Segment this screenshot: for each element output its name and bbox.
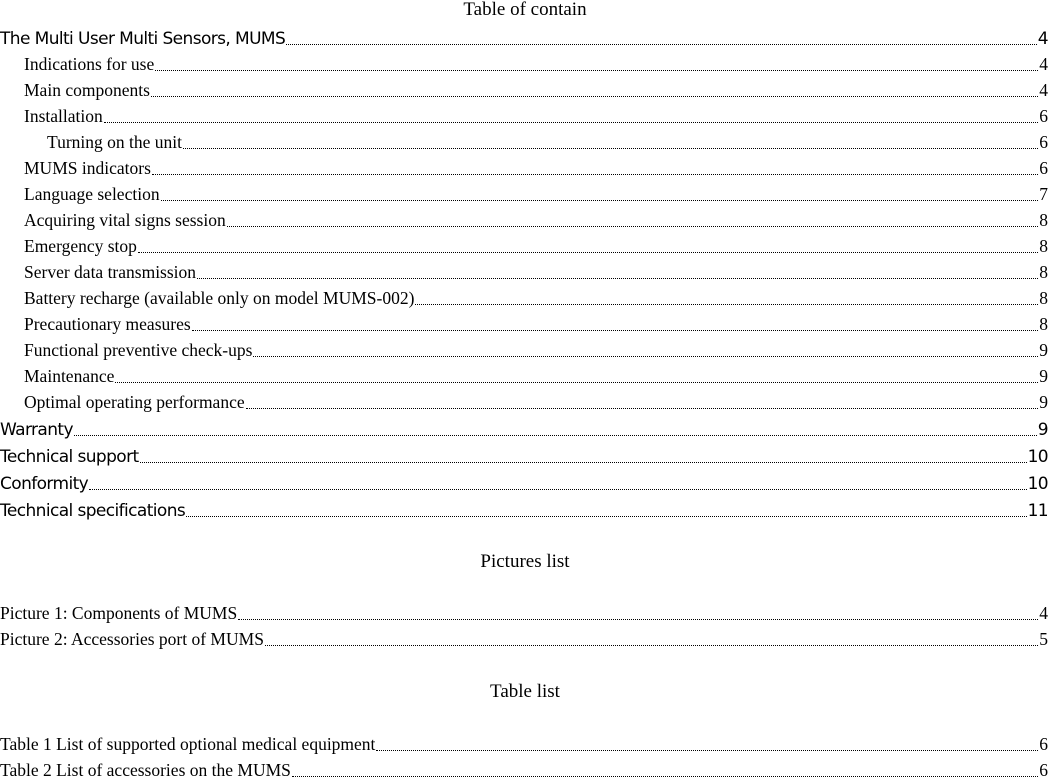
toc-entry-text: Precautionary measures	[0, 314, 191, 335]
toc-entry-page: 8	[1039, 288, 1048, 308]
tables-heading: Table list	[490, 681, 560, 702]
dot-leader	[161, 199, 1039, 201]
dot-leader	[376, 749, 1038, 751]
toc-entry[interactable]	[0, 75, 1050, 101]
toc-entry-page: 9	[1039, 340, 1048, 360]
toc-entry-text: Battery recharge (available only on model MUMS-002)	[0, 288, 414, 309]
toc-entry[interactable]	[0, 441, 1050, 467]
toc-entry[interactable]	[0, 205, 1050, 231]
dot-leader	[183, 147, 1038, 149]
toc-entry[interactable]	[0, 127, 1050, 153]
toc-entry-page: 8	[1039, 236, 1048, 256]
toc-entry[interactable]	[0, 231, 1050, 257]
toc-entry[interactable]	[0, 414, 1050, 440]
picture-entry-page: 4	[1039, 603, 1048, 623]
toc-entry-page: 10	[1027, 474, 1048, 494]
dot-leader	[227, 225, 1039, 227]
table-entry[interactable]	[0, 729, 1050, 755]
toc-entry[interactable]	[0, 361, 1050, 387]
dot-leader	[138, 251, 1038, 253]
toc-entry-text: Language selection	[0, 184, 160, 205]
picture-entry-text: Picture 1: Components of MUMS	[0, 603, 238, 623]
table-entry-page: 6	[1039, 760, 1048, 780]
toc-entry-page: 8	[1039, 210, 1048, 230]
toc-entry-page: 6	[1039, 158, 1048, 178]
toc-entry-text: Technical specifications	[0, 501, 186, 521]
dot-leader	[292, 775, 1038, 777]
toc-heading: Table of contain	[463, 0, 587, 20]
dot-leader	[246, 407, 1039, 409]
toc-entry-page: 8	[1039, 314, 1048, 334]
dot-leader	[265, 644, 1038, 646]
toc-entry-text: Conformity	[0, 474, 89, 494]
toc-entry-text: Installation	[0, 106, 103, 127]
dot-leader	[152, 173, 1038, 175]
toc-entry-text: Server data transmission	[0, 262, 196, 283]
toc-entry[interactable]	[0, 387, 1050, 413]
dot-leader	[253, 355, 1038, 357]
dot-leader	[286, 43, 1037, 45]
toc-entry-text: Technical support	[0, 447, 139, 467]
picture-entry[interactable]	[0, 624, 1050, 650]
toc-entry-text: Indications for use	[0, 54, 154, 75]
dot-leader	[74, 434, 1037, 436]
toc-entry-text: Warranty	[0, 420, 73, 440]
toc-entry-text: Optimal operating performance	[0, 392, 245, 413]
dot-leader	[192, 329, 1039, 331]
toc-entry-page: 9	[1039, 366, 1048, 386]
toc-entry[interactable]	[0, 153, 1050, 179]
dot-leader	[89, 488, 1026, 490]
toc-entry-text: Maintenance	[0, 366, 114, 387]
toc-entry[interactable]	[0, 23, 1050, 49]
toc-entry-page: 9	[1039, 392, 1048, 412]
toc-entry-page: 4	[1037, 29, 1048, 49]
dot-leader	[151, 95, 1038, 97]
toc-entry-page: 6	[1039, 132, 1048, 152]
toc-entry[interactable]	[0, 335, 1050, 361]
dot-leader	[415, 303, 1038, 305]
toc-entry[interactable]	[0, 468, 1050, 494]
toc-entry-page: 10	[1027, 447, 1048, 467]
picture-entry[interactable]	[0, 598, 1050, 624]
toc-entry-page: 8	[1039, 262, 1048, 282]
toc-entry-page: 6	[1039, 106, 1048, 126]
toc-entry-page: 11	[1027, 501, 1048, 521]
toc-entry[interactable]	[0, 101, 1050, 127]
table-entry-text: Table 1 List of supported optional medical equipment	[0, 734, 376, 754]
dot-leader	[238, 618, 1038, 620]
toc-entry-page: 7	[1039, 184, 1048, 204]
picture-entry-page: 5	[1039, 629, 1048, 649]
table-entry-text: Table 2 List of accessories on the MUMS	[0, 760, 291, 780]
toc-entry[interactable]	[0, 283, 1050, 309]
dot-leader	[186, 515, 1026, 517]
toc-entry[interactable]	[0, 257, 1050, 283]
toc-entry-text: Emergency stop	[0, 236, 137, 257]
dot-leader	[155, 69, 1038, 71]
toc-entry-text: The Multi User Multi Sensors, MUMS	[0, 29, 286, 49]
toc-entry[interactable]	[0, 49, 1050, 75]
picture-entry-text: Picture 2: Accessories port of MUMS	[0, 629, 264, 649]
toc-entry-text: Functional preventive check-ups	[0, 340, 252, 361]
dot-leader	[140, 461, 1027, 463]
toc-entry-page: 4	[1039, 80, 1048, 100]
table-entry[interactable]	[0, 755, 1050, 781]
toc-entry-text: Main components	[0, 80, 150, 101]
table-entry-page: 6	[1039, 734, 1048, 754]
dot-leader	[104, 121, 1039, 123]
toc-entry-page: 9	[1037, 420, 1048, 440]
pictures-heading: Pictures list	[480, 551, 570, 572]
toc-entry-text: Turning on the unit	[0, 132, 182, 153]
toc-entry[interactable]	[0, 495, 1050, 521]
toc-entry-page: 4	[1039, 54, 1048, 74]
toc-entry-text: Acquiring vital signs session	[0, 210, 226, 231]
toc-entry-text: MUMS indicators	[0, 158, 151, 179]
dot-leader	[115, 381, 1038, 383]
dot-leader	[197, 277, 1038, 279]
toc-entry[interactable]	[0, 309, 1050, 335]
toc-entry[interactable]	[0, 179, 1050, 205]
